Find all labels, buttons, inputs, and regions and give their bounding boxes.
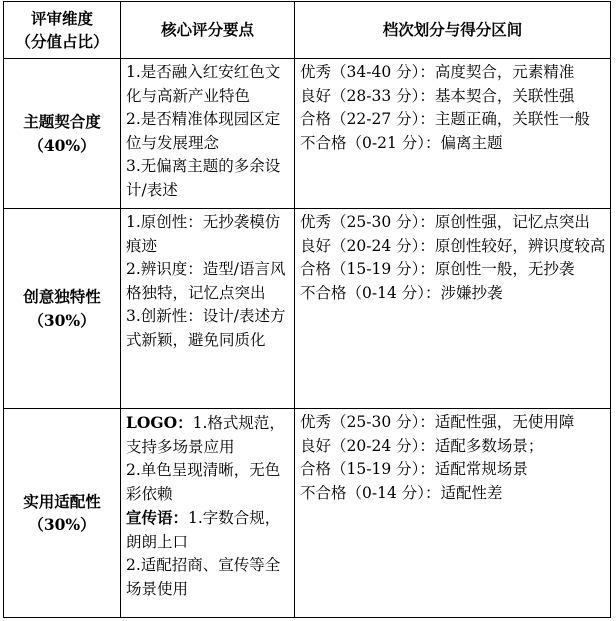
dimension-name: 主题契合度 [23, 112, 101, 131]
logo-label: LOGO： [126, 413, 193, 432]
dimension-cell [4, 59, 121, 209]
grade-range: 良好（28-33 分）：基本契合，关联性强 [300, 86, 575, 105]
key-point: 1.字数合规，朗朗上口 [126, 509, 281, 551]
header-dimension [4, 2, 121, 59]
key-point: 1.格式规范，支持多场景应用 [126, 414, 285, 456]
grade-range: 合格（15-19 分）：适配常规场景 [300, 460, 528, 478]
key-point: 3.创新性：设计/表述方式新颖，避免同质化 [126, 307, 286, 349]
table-row [4, 209, 611, 409]
key-point: 2.单色呈现清晰，无色彩依赖 [126, 461, 281, 503]
key-points-cell [121, 59, 295, 209]
grade-ranges-cell [295, 59, 611, 209]
grade-ranges-cell [295, 409, 611, 618]
dimension-weight: （40%） [28, 135, 96, 155]
grade-ranges-cell [295, 209, 611, 409]
header-dimension-weight-label: （分值占比） [15, 32, 109, 51]
grade-range: 合格（15-19 分）：原创性一般，无抄袭 [300, 260, 575, 278]
scoring-criteria-table [3, 1, 611, 618]
dimension-cell [4, 209, 121, 409]
grade-range: 不合格（0-14 分）：适配性差 [300, 483, 503, 502]
dimension-name: 创意独特性 [23, 287, 101, 306]
slogan-requirements [126, 506, 291, 554]
dimension-weight: （30%） [28, 310, 96, 330]
grade-range: 优秀（25-30 分）：适配性强，无使用障 [300, 413, 575, 431]
dimension-cell [4, 409, 121, 618]
header-key-points: 核心评分要点 [121, 2, 295, 59]
key-point: 2.是否精准体现园区定位与发展理念 [126, 110, 281, 152]
grade-range: 良好（20-24 分）：原创性较好，辨识度较高 [300, 236, 606, 255]
grade-range: 优秀（25-30 分）：原创性强，记忆点突出 [300, 213, 590, 231]
logo-requirements [126, 411, 291, 459]
grade-range: 不合格（0-14 分）：涉嫌抄袭 [300, 283, 503, 302]
table-header-row [4, 2, 611, 59]
grade-range: 合格（22-27 分）：主题正确，关联性一般 [300, 110, 590, 128]
key-point: 1.原创性：无抄袭模仿痕迹 [126, 213, 281, 255]
dimension-name: 实用适配性 [23, 491, 101, 511]
table-row [4, 59, 611, 209]
grade-range: 不合格（0-21 分）：偏离主题 [300, 133, 503, 152]
key-point: 2.辨识度：造型/语言风格独特，记忆点突出 [126, 260, 286, 302]
key-point: 2.适配招商、宣传等全场景使用 [126, 556, 281, 598]
key-points-cell [121, 409, 295, 618]
table-row [4, 409, 611, 618]
key-point: 1.是否融入红安红色文化与高新产业特色 [126, 63, 281, 105]
header-dimension-label: 评审维度 [30, 8, 93, 28]
dimension-weight: （30%） [28, 515, 96, 534]
slogan-label: 宣传语： [126, 508, 189, 527]
key-point: 3.无偏离主题的多余设计/表述 [126, 157, 281, 199]
header-grade-ranges: 档次划分与得分区间 [295, 2, 611, 59]
grade-range: 优秀（34-40 分）：高度契合，元素精准 [300, 63, 575, 81]
grade-range: 良好（20-24 分）：适配多数场景； [300, 436, 544, 455]
key-points-cell [121, 209, 295, 409]
